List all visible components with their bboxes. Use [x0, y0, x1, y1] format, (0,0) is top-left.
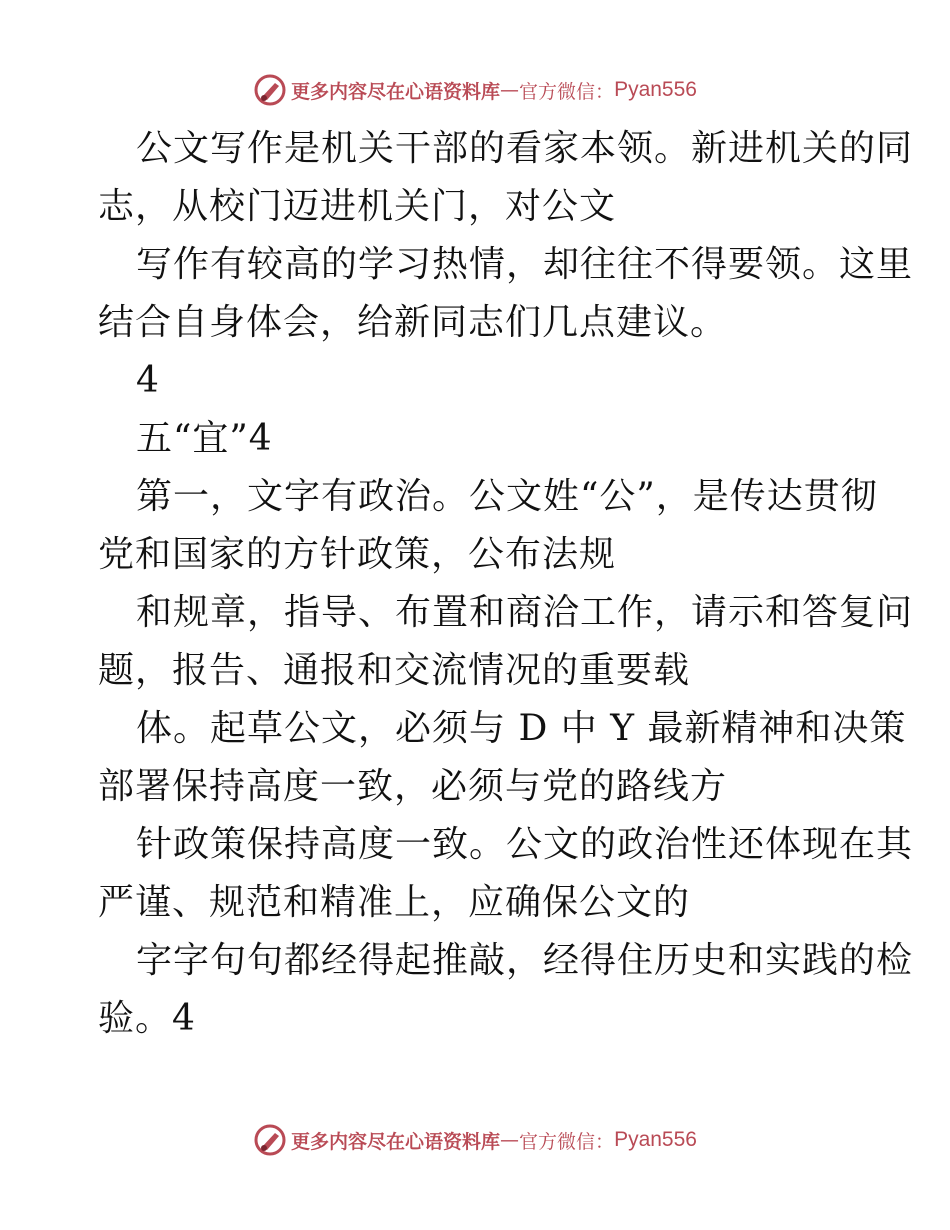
watermark-wechat-id: Pyan556: [614, 1128, 697, 1151]
watermark-wechat-id: Pyan556: [614, 78, 697, 101]
paragraph-line: 针政策保持高度一致。公文的政治性还体现在其: [136, 824, 914, 865]
footer-watermark: [0, 1120, 950, 1160]
document-body: [98, 120, 914, 1048]
watermark-wechat-label: 官方微信：: [519, 1130, 615, 1153]
header-watermark: [0, 70, 950, 110]
paragraph-line: 字字句句都经得起推敲，经得住历史和实践的检: [136, 940, 914, 981]
paragraph-line: 部署保持高度一致，必须与党的路线方: [98, 766, 728, 807]
watermark-dash: —: [500, 1129, 520, 1151]
paragraph-line: 党和国家的方针政策，公布法规: [98, 534, 617, 575]
paragraph-line: 严谨、规范和精准上，应确保公文的: [98, 882, 691, 923]
paragraph-line: 题，报告、通报和交流情况的重要载: [98, 650, 691, 691]
watermark-site-text: 更多内容尽在心语资料库: [291, 1130, 501, 1153]
paragraph-line: 公文写作是机关干部的看家本领。新进机关的同: [136, 128, 914, 169]
watermark-dash: —: [500, 79, 520, 101]
paragraph-line: 4: [136, 360, 160, 401]
watermark-wechat-label: 官方微信：: [519, 80, 615, 103]
watermark-site-text: 更多内容尽在心语资料库: [291, 80, 501, 103]
paragraph-line: 志，从校门迈进机关门，对公文: [98, 186, 617, 227]
paragraph-line: 和规章，指导、布置和商洽工作，请示和答复问: [136, 592, 914, 633]
ink-pen-logo-icon: [253, 73, 287, 107]
paragraph-line: 第一，文字有政治。公文姓“公”，是传达贯彻: [136, 476, 878, 517]
paragraph-line: 写作有较高的学习热情，却往往不得要领。这里: [136, 244, 914, 285]
section-heading: 五“宜”4: [136, 418, 273, 459]
paragraph-line: 结合自身体会，给新同志们几点建议。: [98, 302, 728, 343]
paragraph-line: 体。起草公文，必须与 D 中 Y 最新精神和决策: [136, 708, 907, 749]
paragraph-line: 验。4: [98, 998, 196, 1039]
ink-pen-logo-icon: [253, 1123, 287, 1157]
